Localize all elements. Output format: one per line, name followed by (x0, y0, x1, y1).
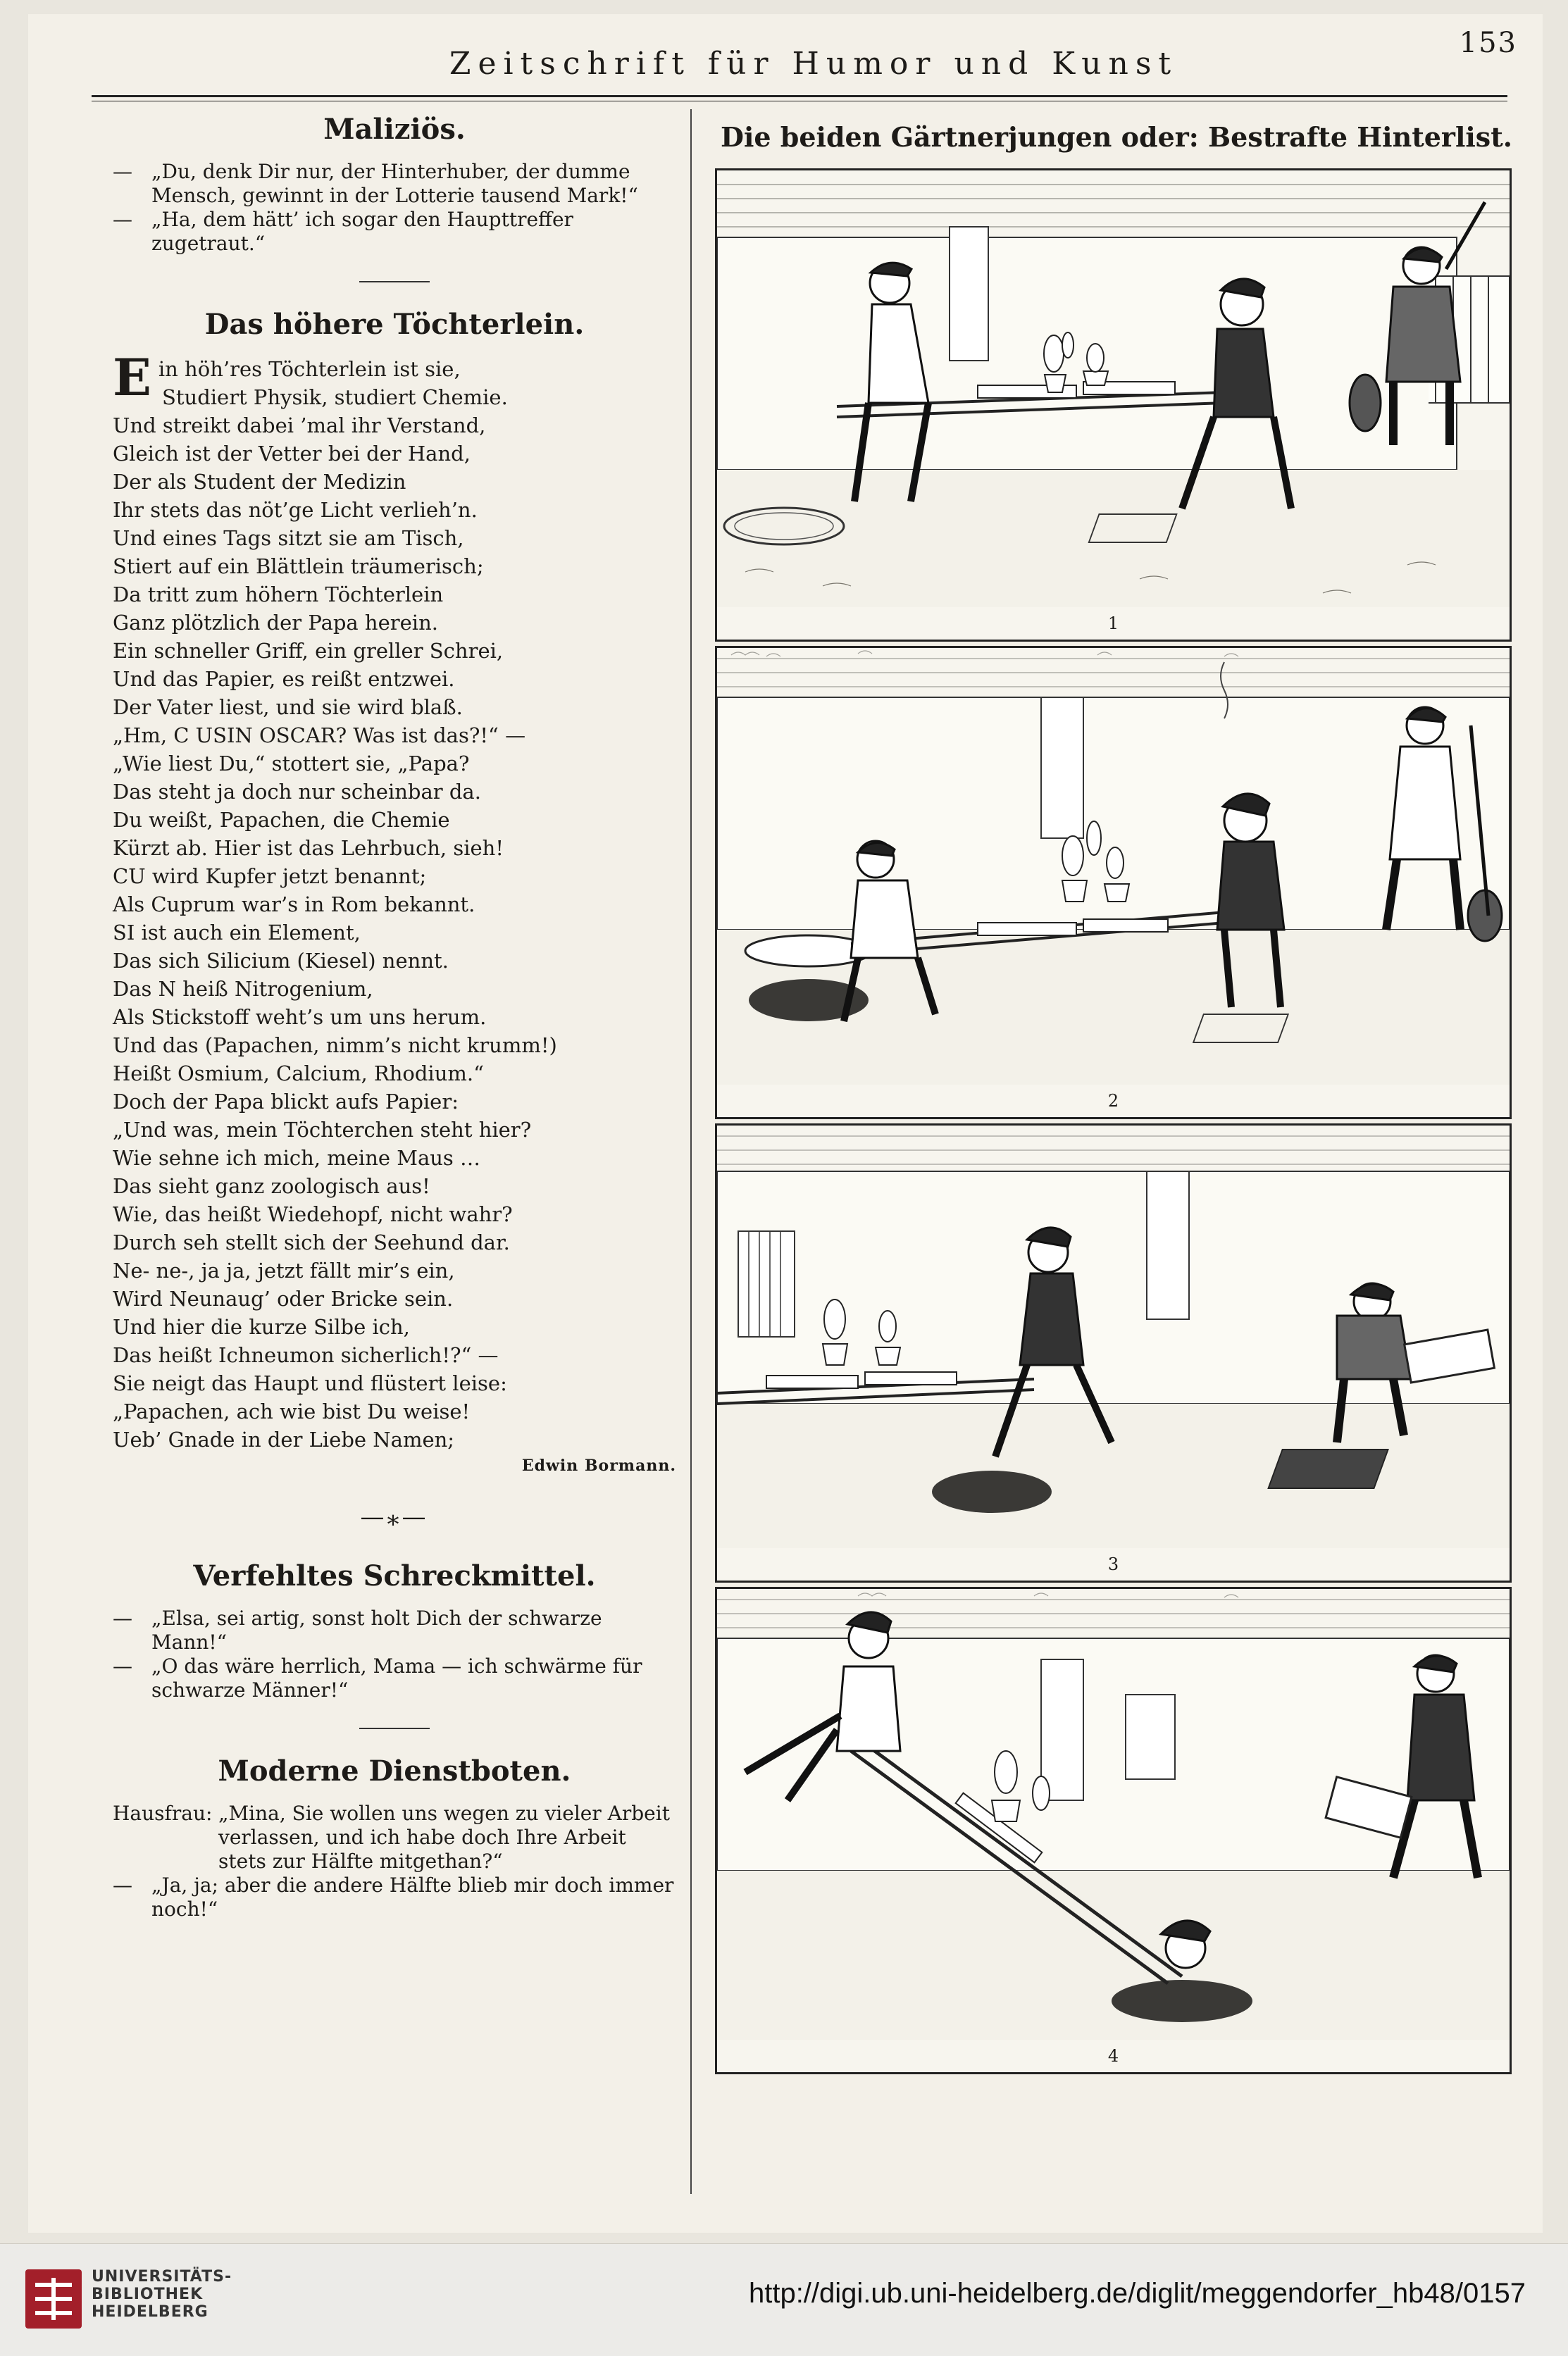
poem-line: Da tritt zum höhern Töchterlein (113, 582, 444, 606)
panel-number: 4 (1107, 2046, 1119, 2066)
poem-line: „Und was, mein Töchterchen steht hier? (113, 1118, 532, 1142)
poem-line: Das heißt Ichneumon sicherlich!?“ — (113, 1343, 499, 1367)
poem-line: Durch seh stellt sich der Seehund dar. (113, 1230, 510, 1254)
comic-panel-2 (715, 646, 1512, 1119)
poem-line: Ein schneller Griff, ein greller Schrei, (113, 639, 504, 663)
drop-cap: E (113, 347, 151, 407)
poem-line: Wie sehne ich mich, meine Maus … (113, 1146, 481, 1170)
schreckmittel-title: Verfehltes Schreckmittel. (193, 1559, 596, 1593)
poem-line: CU wird Kupfer jetzt benannt; (113, 864, 427, 888)
university-seal-icon (21, 2264, 86, 2334)
header-title: Zeitschrift für Humor und Kunst (449, 45, 1178, 82)
poem-line: Der Vater liest, und sie wird blaß. (113, 695, 463, 719)
comic-panel-4 (715, 1587, 1512, 2074)
poem-line: Kürzt ab. Hier ist das Lehrbuch, sieh! (113, 836, 504, 860)
poem-line: Und das Papier, es reißt entzwei. (113, 667, 455, 691)
poem-line: Das sieht ganz zoologisch aus! (113, 1174, 430, 1198)
dienstboten-dialog (113, 1802, 676, 1921)
schreckmittel-dialog (113, 1607, 676, 1702)
poem-author: Edwin Bormann. (521, 1457, 676, 1475)
poem-line: Ihr stets das nöt’ge Licht verlieh’n. (113, 498, 478, 522)
poem-line: Und hier die kurze Silbe ich, (113, 1315, 410, 1339)
comic-title: Die beiden Gärtnerjungen oder: Bestrafte Hinterlist. (721, 121, 1512, 153)
section-divider (359, 281, 430, 282)
poem-line: Ne- ne-, ja ja, jetzt fällt mir’s ein, (113, 1259, 455, 1283)
poem-line: Du weißt, Papachen, die Chemie (113, 808, 450, 832)
dialog-line: — „Ha, dem hätt’ ich sogar den Haupttreffer zugetraut.“ (113, 208, 573, 255)
column-divider (690, 109, 692, 2194)
maliziös-title: Maliziös. (323, 113, 466, 146)
poem-line: Doch der Papa blickt aufs Papier: (113, 1090, 459, 1114)
poem-line: Studiert Physik, studiert Chemie. (162, 385, 508, 409)
dialog-line: — „Elsa, sei artig, sonst holt Dich der schwarze Mann!“ (113, 1607, 602, 1654)
page-header (92, 35, 1536, 92)
institution-name: UNIVERSITÄTS- BIBLIOTHEK HEIDELBERG (92, 2268, 232, 2321)
poem-line: „Hm, C USIN OSCAR? Was ist das?!“ — (113, 723, 526, 747)
panel-illustration (717, 648, 1510, 1085)
poem-line: Als Cuprum war’s in Rom bekannt. (113, 892, 475, 916)
section-divider (359, 1728, 430, 1729)
poem-line: Heißt Osmium, Calcium, Rhodium.“ (113, 1061, 484, 1085)
poem-line: Und eines Tags sitzt sie am Tisch, (113, 526, 464, 550)
maliziös-dialog (113, 160, 676, 256)
poem-line: Und streikt dabei ’mal ihr Verstand, (113, 413, 486, 437)
panel-illustration (717, 1126, 1510, 1548)
library-footer (0, 2243, 1568, 2356)
poem-line: „Wie liest Du,“ stottert sie, „Papa? (113, 752, 470, 775)
panel-illustration (717, 1589, 1510, 2040)
panel-illustration (717, 170, 1510, 607)
panel-number: 1 (1107, 613, 1119, 633)
dienstboten-title: Moderne Dienstboten. (218, 1754, 571, 1788)
poem-line: Ein höh’res Töchterlein ist sie, (113, 347, 461, 407)
dialog-line: — „Du, denk Dir nur, der Hinterhuber, der dumme Mensch, gewinnt in der Lotterie tausend Mark!“ (113, 160, 638, 207)
poem-line: „Papachen, ach wie bist Du weise! (113, 1400, 471, 1423)
header-rule (92, 95, 1507, 97)
poem-line: Gleich ist der Vetter bei der Hand, (113, 442, 471, 466)
left-column (113, 113, 676, 1921)
poem-line: Das steht ja doch nur scheinbar da. (113, 780, 481, 804)
source-url-link[interactable]: http://digi.ub.uni-heidelberg.de/diglit/meggendorfer_hb48/0157 (748, 2278, 1526, 2309)
poem-line: Das N heiß Nitrogenium, (113, 977, 373, 1001)
poem-line: Ueb’ Gnade in der Liebe Namen; (113, 1428, 455, 1452)
poem-line: Das sich Silicium (Kiesel) nennt. (113, 949, 449, 973)
right-column (704, 113, 1529, 2074)
poem-line: Ganz plötzlich der Papa herein. (113, 611, 438, 635)
poem-line: Und das (Papachen, nimm’s nicht krumm!) (113, 1033, 557, 1057)
magazine-page (28, 14, 1543, 2233)
poem-title: Das höhere Töchterlein. (204, 308, 585, 341)
poem-line: Wird Neunaug’ oder Bricke sein. (113, 1287, 454, 1311)
panel-number: 3 (1107, 1554, 1119, 1574)
comic-panel-1 (715, 168, 1512, 642)
poem-body (113, 347, 676, 1454)
poem-line: Als Stickstoff weht’s um uns herum. (113, 1005, 487, 1029)
panel-number: 2 (1107, 1091, 1119, 1111)
dialog-line: — „Ja, ja; aber die andere Hälfte blieb mir doch immer noch!“ (113, 1874, 674, 1921)
ornament-divider: —⁎— (360, 1503, 429, 1531)
poem-line: Der als Student der Medizin (113, 470, 406, 494)
page-number: 153 (1459, 27, 1517, 59)
poem-line: Stiert auf ein Blättlein träumerisch; (113, 554, 484, 578)
poem-line: Wie, das heißt Wiedehopf, nicht wahr? (113, 1202, 513, 1226)
comic-panel-3 (715, 1123, 1512, 1583)
dialog-line: — „O das wäre herrlich, Mama — ich schwärme für schwarze Männer!“ (113, 1654, 642, 1702)
dialog-line: Hausfrau: „Mina, Sie wollen uns wegen zu vieler Arbeit verlassen, und ich habe doch Ihre Arbeit stets zur Hälfte mitgethan?“ (113, 1802, 670, 1873)
poem-line: Sie neigt das Haupt und flüstert leise: (113, 1371, 507, 1395)
poem-line: SI ist auch ein Element, (113, 921, 361, 945)
